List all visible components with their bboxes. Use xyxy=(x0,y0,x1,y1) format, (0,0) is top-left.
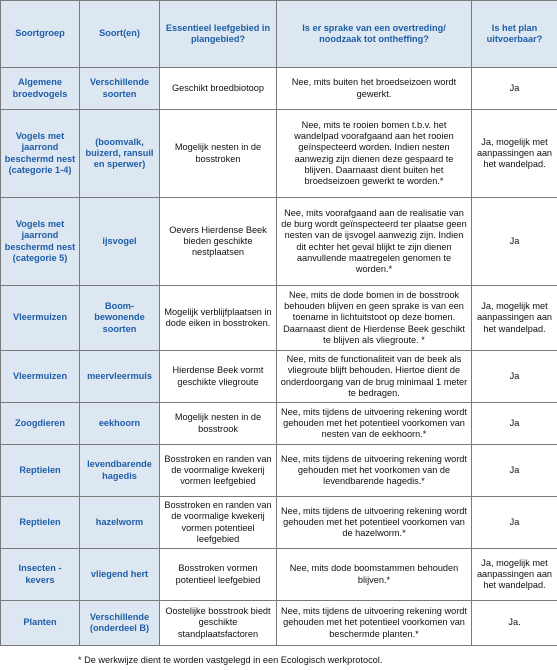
cell-soortgroep: Vleermuizen xyxy=(1,351,80,403)
cell-overtreding: Nee, mits tijdens de uitvoering rekening wordt gehouden met het voorkomen van de levendbarende hagedis.* xyxy=(277,445,472,497)
table-row xyxy=(1,497,557,549)
header-row xyxy=(1,1,557,68)
cell-leefgebied: Hierdense Beek vormt geschikte vliegroute xyxy=(160,351,277,403)
cell-soortgroep: Vleermuizen xyxy=(1,286,80,351)
cell-soorten: Verschillende (onderdeel B) xyxy=(80,601,160,646)
table-row xyxy=(1,351,557,403)
header-soortgroep: Soortgroep xyxy=(1,1,80,68)
cell-uitvoerbaar: Ja, mogelijk met aanpassingen aan het wandelpad. xyxy=(472,110,557,198)
cell-soortgroep: Vogels met jaarrond beschermd nest (categorie 5) xyxy=(1,198,80,286)
cell-leefgebied: Bosstroken en randen van de voormalige kwekerij vormen leefgebied xyxy=(160,445,277,497)
cell-soortgroep: Reptielen xyxy=(1,497,80,549)
table-row xyxy=(1,198,557,286)
cell-leefgebied: Mogelijk nesten in de bosstroken xyxy=(160,110,277,198)
header-overtreding: Is er sprake van een overtreding/ noodzaak tot ontheffing? xyxy=(277,1,472,68)
header-soorten: Soort(en) xyxy=(80,1,160,68)
cell-overtreding: Nee, mits de dode bomen in de bosstrook behouden blijven en geen sprake is van een toename in lichtuitstoot op deze bomen. Daarnaast dient de Hierdense Beek geschikt te blijven als vliegroute. * xyxy=(277,286,472,351)
cell-soortgroep: Reptielen xyxy=(1,445,80,497)
header-leefgebied: Essentieel leefgebied in plangebied? xyxy=(160,1,277,68)
cell-soortgroep: Algemene broedvogels xyxy=(1,68,80,110)
cell-uitvoerbaar: Ja xyxy=(472,445,557,497)
cell-leefgebied: Oevers Hierdense Beek bieden geschikte nestplaatsen xyxy=(160,198,277,286)
cell-uitvoerbaar: Ja xyxy=(472,351,557,403)
table-row xyxy=(1,601,557,646)
cell-leefgebied: Geschikt broedbiotoop xyxy=(160,68,277,110)
table-row xyxy=(1,110,557,198)
cell-uitvoerbaar: Ja, mogelijk met aanpassingen aan het wandelpad. xyxy=(472,286,557,351)
cell-soorten: Verschillende soorten xyxy=(80,68,160,110)
cell-soorten: meervleermuis xyxy=(80,351,160,403)
cell-overtreding: Nee, mits buiten het broedseizoen wordt gewerkt. xyxy=(277,68,472,110)
cell-leefgebied: Bosstroken en randen van de voormalige kwekerij vormen potentieel leefgebied xyxy=(160,497,277,549)
footnote: * De werkwijze dient te worden vastgelegd in een Ecologisch werkprotocol. xyxy=(78,655,383,665)
table-row xyxy=(1,445,557,497)
cell-overtreding: Nee, mits te rooien bomen t.b.v. het wandelpad voorafgaand aan het rooien geïnspecteerd worden. Indien nesten aanwezig zijn dienen deze gespaard te blijven. Daarnaast dient buiten het broedseizoen gewerkt te worden.* xyxy=(277,110,472,198)
cell-soorten: ijsvogel xyxy=(80,198,160,286)
cell-soorten: hazelworm xyxy=(80,497,160,549)
table-row xyxy=(1,549,557,601)
cell-soortgroep: Planten xyxy=(1,601,80,646)
cell-soortgroep: Zoogdieren xyxy=(1,403,80,445)
cell-uitvoerbaar: Ja, mogelijk met aanpassingen aan het wandelpad. xyxy=(472,549,557,601)
cell-uitvoerbaar: Ja. xyxy=(472,601,557,646)
cell-uitvoerbaar: Ja xyxy=(472,403,557,445)
cell-overtreding: Nee, mits tijdens de uitvoering rekening wordt gehouden met het potentieel voorkomen van nesten van de eekhoorn.* xyxy=(277,403,472,445)
cell-leefgebied: Mogelijk nesten in de bosstrook xyxy=(160,403,277,445)
cell-overtreding: Nee, mits tijdens de uitvoering rekening wordt gehouden met het potentieel voorkomen van beschermde planten.* xyxy=(277,601,472,646)
cell-uitvoerbaar: Ja xyxy=(472,68,557,110)
cell-soorten: eekhoorn xyxy=(80,403,160,445)
table-row xyxy=(1,403,557,445)
cell-soorten: vliegend hert xyxy=(80,549,160,601)
cell-soortgroep: Vogels met jaarrond beschermd nest (categorie 1-4) xyxy=(1,110,80,198)
cell-soortgroep: Insecten - kevers xyxy=(1,549,80,601)
cell-overtreding: Nee, mits tijdens de uitvoering rekening wordt gehouden met het potentieel voorkomen van de hazelworm.* xyxy=(277,497,472,549)
cell-overtreding: Nee, mits voorafgaand aan de realisatie van de burg wordt geïnspecteerd ter plaatse geen nesten van de ijsvogel aanwezig zijn. Indien dit echter het geval blijkt te zijn dienen aanvullende maatregelen genomen te worden.* xyxy=(277,198,472,286)
cell-leefgebied: Bosstroken vormen potentieel leefgebied xyxy=(160,549,277,601)
cell-uitvoerbaar: Ja xyxy=(472,497,557,549)
cell-leefgebied: Mogelijk verblijfplaatsen in dode eiken in bosstroken. xyxy=(160,286,277,351)
cell-soorten: (boomvalk, buizerd, ransuil en sperwer) xyxy=(80,110,160,198)
cell-overtreding: Nee, mits de functionaliteit van de beek als vliegroute blijft behouden. Hiertoe dient de onderdoorgang van de brug minimaal 1 meter te bedragen. xyxy=(277,351,472,403)
cell-overtreding: Nee, mits dode boomstammen behouden blijven.* xyxy=(277,549,472,601)
cell-soorten: levendbarende hagedis xyxy=(80,445,160,497)
table-row xyxy=(1,68,557,110)
cell-soorten: Boom-bewonende soorten xyxy=(80,286,160,351)
header-uitvoerbaar: Is het plan uitvoerbaar? xyxy=(472,1,557,68)
cell-leefgebied: Oostelijke bosstrook biedt geschikte standplaatsfactoren xyxy=(160,601,277,646)
table-row xyxy=(1,286,557,351)
cell-uitvoerbaar: Ja xyxy=(472,198,557,286)
